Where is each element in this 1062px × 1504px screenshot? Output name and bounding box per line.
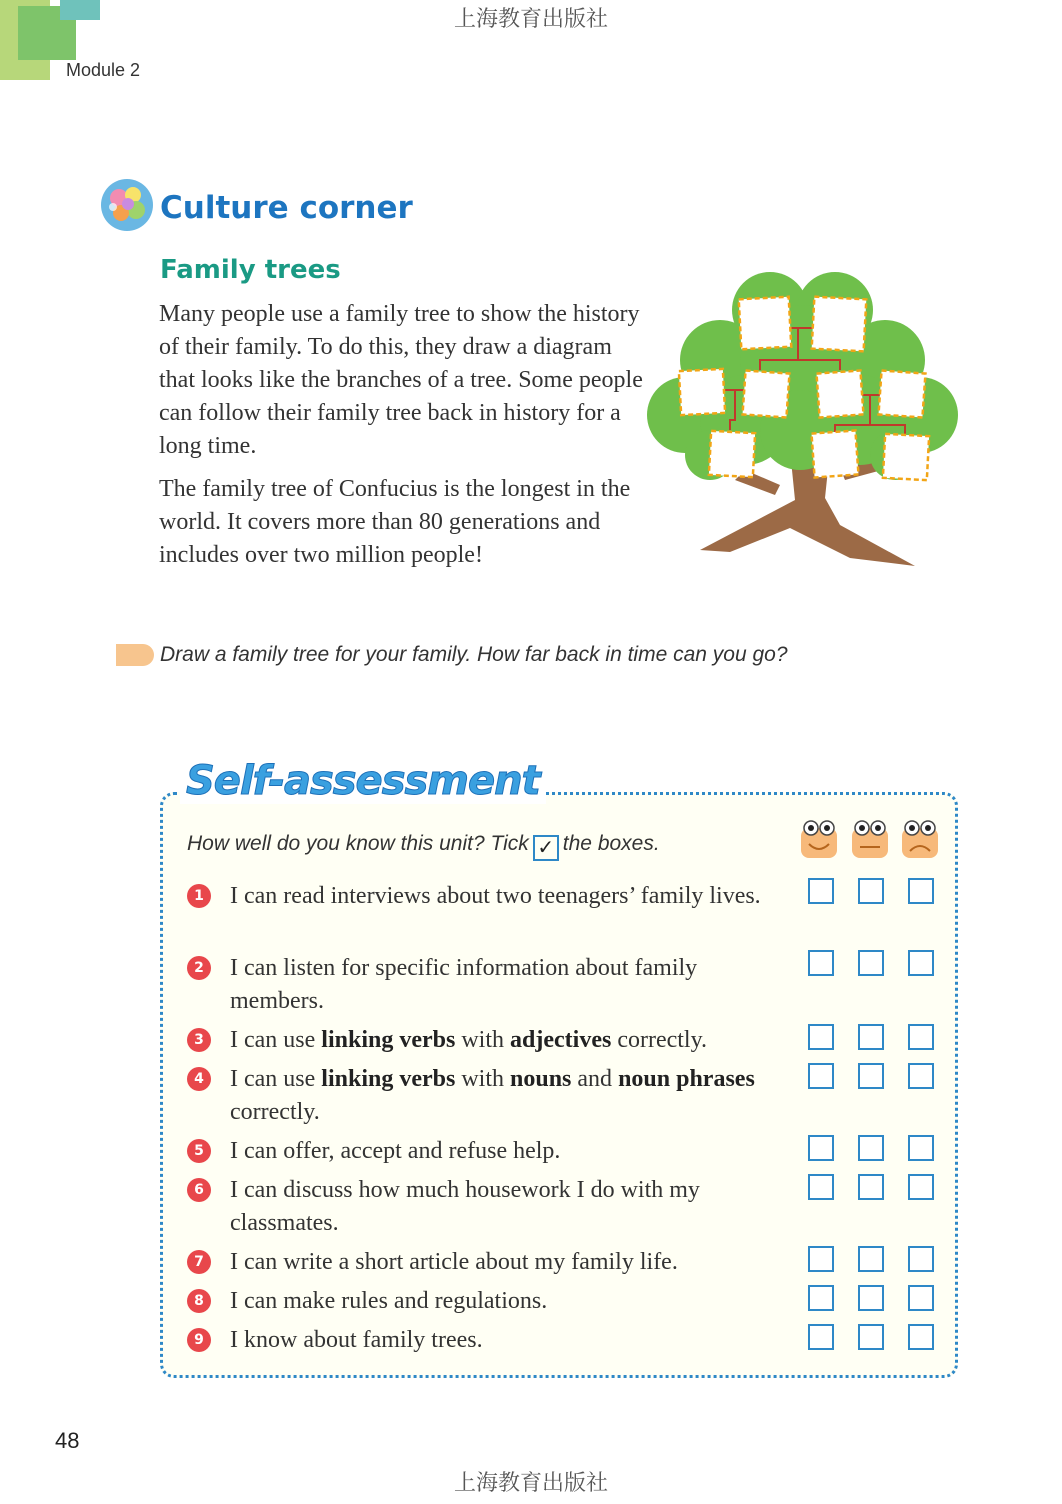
checkbox-neutral[interactable] bbox=[858, 1246, 884, 1272]
paragraph: The family tree of Confucius is the longest in the world. It covers more than 80 generations and includes over two million people! bbox=[159, 476, 631, 568]
checkbox-sad[interactable] bbox=[908, 1174, 934, 1200]
checkbox-happy[interactable] bbox=[808, 950, 834, 976]
item-text-bold: noun phrases bbox=[618, 1066, 755, 1092]
checkbox-neutral[interactable] bbox=[858, 1135, 884, 1161]
checkbox-happy[interactable] bbox=[808, 1135, 834, 1161]
checkbox-happy[interactable] bbox=[808, 1246, 834, 1272]
item-text-part: correctly. bbox=[230, 1099, 320, 1125]
self-assessment-intro bbox=[187, 832, 660, 861]
checkbox-happy[interactable] bbox=[808, 1285, 834, 1311]
happy-face-icon bbox=[799, 818, 839, 860]
item-number-badge: 9 bbox=[187, 1328, 211, 1352]
checkbox-happy[interactable] bbox=[808, 1174, 834, 1200]
item-text-bold: linking verbs bbox=[321, 1027, 456, 1053]
checkbox-happy[interactable] bbox=[808, 1063, 834, 1089]
family-tree-illustration bbox=[640, 270, 960, 570]
item-text-part: with bbox=[455, 1027, 511, 1053]
checkbox-neutral[interactable] bbox=[858, 878, 884, 904]
family-trees-heading: Family trees bbox=[160, 255, 341, 285]
item-number-badge: 1 bbox=[187, 884, 211, 908]
item-text-part: I can offer, accept and refuse help. bbox=[230, 1138, 561, 1164]
checkbox-sad[interactable] bbox=[908, 1063, 934, 1089]
item-text-part: I can write a short article about my family life. bbox=[230, 1249, 678, 1275]
checkbox-neutral[interactable] bbox=[858, 1174, 884, 1200]
checkbox-sad[interactable] bbox=[908, 950, 934, 976]
checkbox-sad[interactable] bbox=[908, 878, 934, 904]
publisher-header: 上海教育出版社 bbox=[453, 7, 608, 32]
item-number-badge: 3 bbox=[187, 1028, 211, 1052]
item-text bbox=[230, 1024, 790, 1057]
intro-text: the boxes. bbox=[562, 832, 660, 855]
item-text-part: and bbox=[571, 1066, 619, 1092]
item-number-badge: 4 bbox=[187, 1067, 211, 1091]
item-text-part: with bbox=[455, 1066, 511, 1092]
self-assessment-title: Self-assessment bbox=[180, 758, 546, 804]
checkbox-sad[interactable] bbox=[908, 1324, 934, 1350]
item-number-badge: 8 bbox=[187, 1289, 211, 1313]
paragraph: Many people use a family tree to show the history of their family. To do this, they draw a diagram that looks like the branches of a tree. Some people can follow their family tree back in history for a long time. bbox=[159, 301, 643, 459]
checkbox-happy[interactable] bbox=[808, 878, 834, 904]
checkbox-sad[interactable] bbox=[908, 1024, 934, 1050]
checkbox-neutral[interactable] bbox=[858, 1024, 884, 1050]
item-text-part: I can discuss how much housework I do with my classmates. bbox=[230, 1177, 700, 1236]
item-text-bold: linking verbs bbox=[321, 1066, 456, 1092]
item-text bbox=[230, 952, 790, 1018]
item-text bbox=[230, 1063, 790, 1129]
culture-globe-icon bbox=[100, 178, 154, 232]
item-number-badge: 7 bbox=[187, 1250, 211, 1274]
task-instruction: Draw a family tree for your family. How far back in time can you go? bbox=[160, 643, 788, 666]
item-number-badge: 5 bbox=[187, 1139, 211, 1163]
item-number-badge: 6 bbox=[187, 1178, 211, 1202]
module-label: Module 2 bbox=[66, 60, 141, 80]
item-text-bold: nouns bbox=[510, 1066, 572, 1092]
item-text bbox=[230, 1324, 790, 1357]
item-text bbox=[230, 1135, 790, 1168]
checkbox-neutral[interactable] bbox=[858, 950, 884, 976]
item-text-part: correctly. bbox=[611, 1027, 708, 1053]
checkbox-neutral[interactable] bbox=[858, 1063, 884, 1089]
checkbox-happy[interactable] bbox=[808, 1324, 834, 1350]
tick-example-box: ✓ bbox=[533, 835, 559, 861]
item-text-part: I can listen for specific information about family members. bbox=[230, 955, 698, 1014]
item-text-part: I know about family trees. bbox=[230, 1327, 483, 1353]
item-text-bold: adjectives bbox=[510, 1027, 612, 1053]
culture-corner-title: Culture corner bbox=[160, 190, 413, 226]
publisher-footer: 上海教育出版社 bbox=[453, 1471, 608, 1496]
checkbox-sad[interactable] bbox=[908, 1246, 934, 1272]
item-text bbox=[230, 1285, 790, 1318]
neutral-face-icon bbox=[850, 818, 890, 860]
checkbox-sad[interactable] bbox=[908, 1285, 934, 1311]
intro-text: How well do you know this unit? Tick bbox=[187, 832, 529, 855]
item-text-part: I can read interviews about two teenagers’ family lives. bbox=[230, 883, 761, 909]
checkbox-sad[interactable] bbox=[908, 1135, 934, 1161]
item-text bbox=[230, 1174, 790, 1240]
sad-face-icon bbox=[900, 818, 940, 860]
item-text bbox=[230, 880, 790, 913]
item-text bbox=[230, 1246, 790, 1279]
item-text-part: I can make rules and regulations. bbox=[230, 1288, 548, 1314]
checkbox-neutral[interactable] bbox=[858, 1285, 884, 1311]
item-text-part: I can use bbox=[230, 1066, 322, 1092]
task-marker bbox=[116, 644, 154, 666]
item-text-part: I can use bbox=[230, 1027, 322, 1053]
page-number: 48 bbox=[55, 1428, 80, 1453]
checkbox-happy[interactable] bbox=[808, 1024, 834, 1050]
checkbox-neutral[interactable] bbox=[858, 1324, 884, 1350]
item-number-badge: 2 bbox=[187, 956, 211, 980]
